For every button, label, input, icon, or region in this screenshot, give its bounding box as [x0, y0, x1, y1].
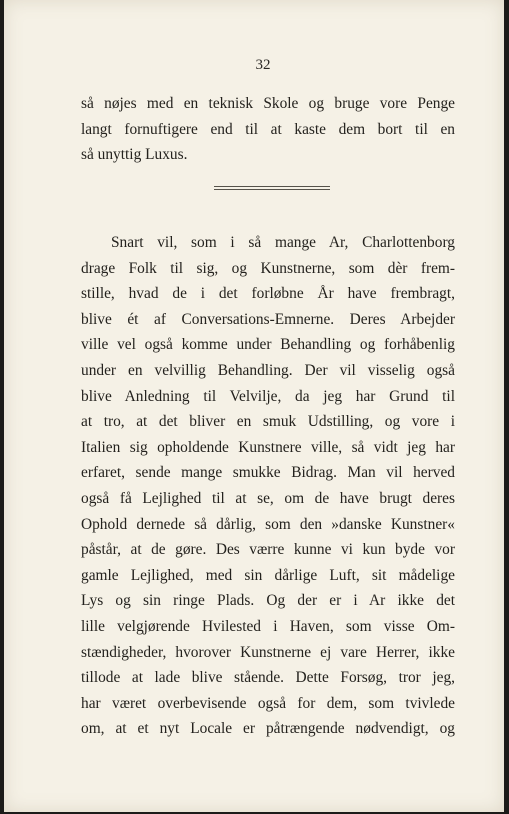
- text-line: gamle Lejlighed, med sin dårlige Luft, sit mådelige: [81, 566, 455, 584]
- page-number: 32: [255, 57, 271, 73]
- paragraph-1: [81, 91, 455, 168]
- text-line: ville vel også komme under Behandling og forhåbenlig: [81, 336, 455, 354]
- text-line: om, at et nyt Locale er påtrængende nødvendigt, og: [81, 720, 455, 738]
- text-line: Italien sig opholdende Kunstnere ville, så vidt jeg har: [81, 438, 455, 456]
- text-line: langt fornuftigere end til at kaste dem bort til en: [81, 120, 455, 138]
- text-line: under en velvillig Behandling. Der vil visselig også: [81, 361, 455, 379]
- text-line: også få Lejlighed til at se, om de have brugt deres: [81, 489, 455, 507]
- text-line: Lys og sin ringe Plads. Og der er i Ar ikke det: [81, 592, 455, 610]
- text-line: drage Folk til sig, og Kunstnerne, som dèr frem-: [81, 259, 455, 277]
- text-line: stille, hvad de i det forløbne År have frembragt,: [81, 285, 455, 303]
- text-line: lille velgjørende Hvilested i Haven, som visse Om-: [81, 617, 455, 635]
- text-line: Snart vil, som i så mange Ar, Charlottenborg: [111, 234, 455, 251]
- text-line: erfaret, sende mange smukke Bidrag. Man vil herved: [81, 464, 455, 482]
- text-line: blive ét af Conversations-Emnerne. Deres Arbejder: [81, 310, 455, 328]
- divider-rule-bottom: [214, 189, 330, 190]
- text-line: Ophold dernede så dårlig, som den »danske Kunstner«: [81, 515, 455, 533]
- text-line: så unyttig Luxus.: [81, 146, 188, 164]
- divider-rule-top: [214, 186, 330, 187]
- text-line: at tro, at det bliver en smuk Udstilling, og vore i: [81, 413, 455, 431]
- paragraph-2: [81, 230, 455, 742]
- text-line: tillode at lade blive stående. Dette Forsøg, tror jeg,: [81, 669, 455, 687]
- text-line: blive Anledning til Velvilje, da jeg har Grund til: [81, 387, 455, 405]
- book-page: [4, 0, 504, 812]
- section-divider: [214, 186, 330, 191]
- text-line: så nøjes med en teknisk Skole og bruge vore Penge: [81, 95, 455, 112]
- text-line: påstår, at de gøre. Des værre kunne vi kun byde vor: [81, 541, 455, 559]
- text-line: stændigheder, hvorover Kunstnerne ej vare Herrer, ikke: [81, 643, 455, 661]
- text-line: har været overbevisende også for dem, som tvivlede: [81, 694, 455, 712]
